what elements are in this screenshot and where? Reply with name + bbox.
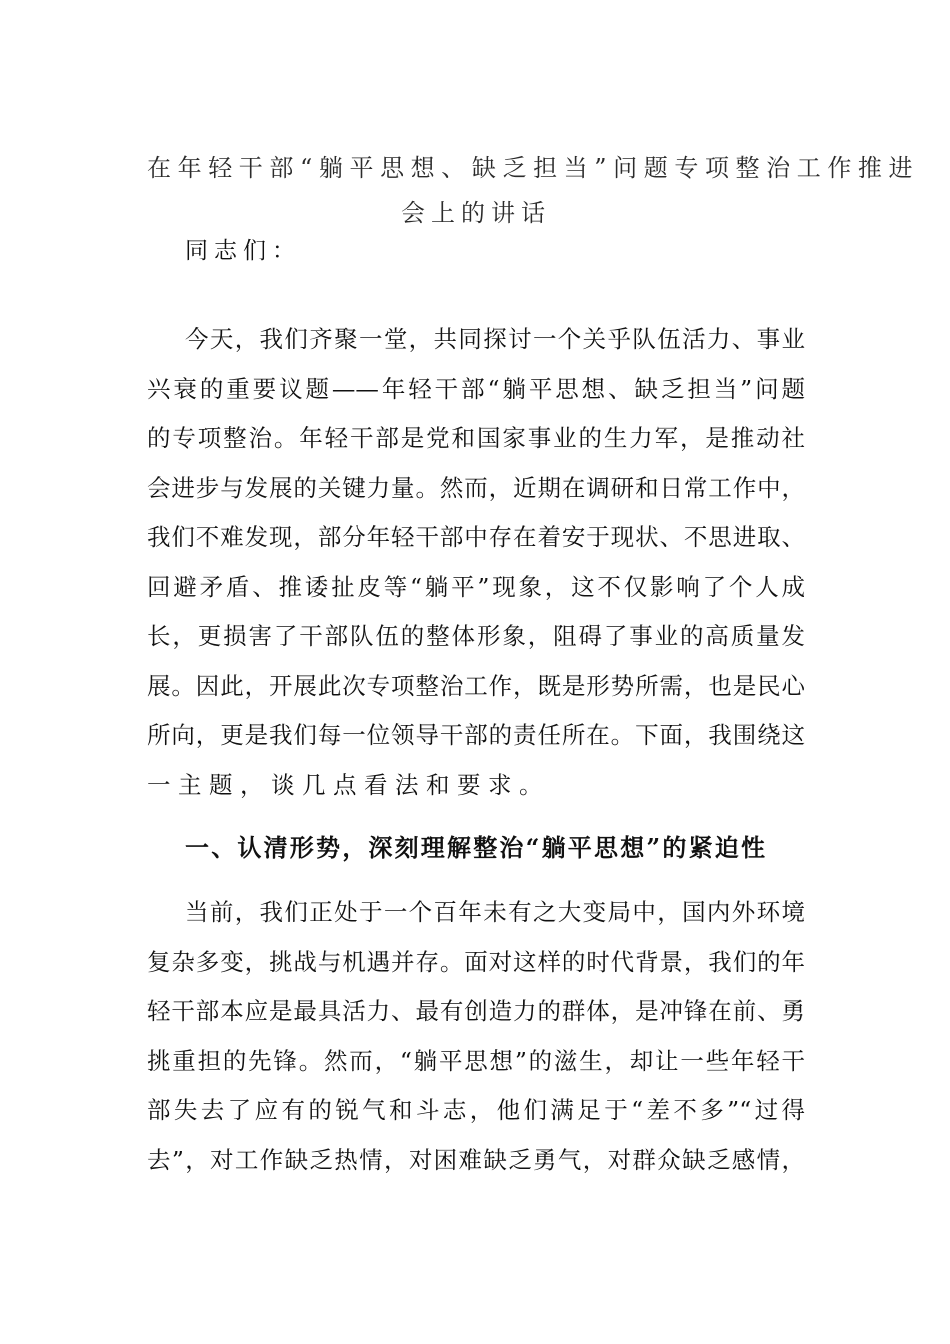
paragraph-line: 的专项整治。年轻干部是党和国家事业的生力军，是推动社 — [147, 424, 805, 452]
salutation: 同志们： — [185, 238, 301, 264]
section-heading-1: 一、认清形势，深刻理解整治“躺平思想”的紧迫性 — [185, 833, 768, 862]
paragraph-line: 会进步与发展的关键力量。然而，近期在调研和日常工作中， — [147, 473, 805, 502]
paragraph-line: 展。因此，开展此次专项整治工作，既是形势所需，也是民心 — [147, 671, 805, 700]
paragraph-line: 我们不难发现，部分年轻干部中存在着安于现状、不思进取、 — [147, 523, 805, 551]
paragraph-line: 所向，更是我们每一位领导干部的责任所在。下面，我围绕这 — [147, 721, 805, 749]
paragraph-line: 回避矛盾、推诿扯皮等“躺平”现象，这不仅影响了个人成 — [147, 572, 805, 601]
paragraph-line: 一主题，谈几点看法和要求。 — [147, 770, 550, 799]
paragraph-line: 挑重担的先锋。然而，“躺平思想”的滋生，却让一些年轻干 — [147, 1046, 805, 1075]
paragraph-line: 兴衰的重要议题——年轻干部“躺平思想、缺乏担当”问题 — [147, 374, 805, 403]
document-title-line-1: 在年轻干部“躺平思想、缺乏担当”问题专项整治工作推进 — [147, 154, 920, 182]
paragraph-line: 当前，我们正处于一个百年未有之大变局中，国内外环境 — [185, 898, 805, 926]
paragraph-line: 部失去了应有的锐气和斗志，他们满足于“差不多”“过得 — [147, 1096, 805, 1124]
paragraph-line: 去”，对工作缺乏热情，对困难缺乏勇气，对群众缺乏感情， — [147, 1145, 805, 1174]
paragraph-line: 复杂多变，挑战与机遇并存。面对这样的时代背景，我们的年 — [147, 947, 805, 976]
paragraph-line: 今天，我们齐聚一堂，共同探讨一个关乎队伍活力、事业 — [185, 325, 805, 353]
paragraph-section-1 — [147, 897, 805, 1194]
paragraph-line: 长，更损害了干部队伍的整体形象，阻碍了事业的高质量发 — [147, 622, 805, 650]
paragraph-intro — [147, 324, 805, 819]
document-title-line-2: 会上的讲话 — [401, 199, 551, 227]
paragraph-line: 轻干部本应是最具活力、最有创造力的群体，是冲锋在前、勇 — [147, 997, 805, 1025]
